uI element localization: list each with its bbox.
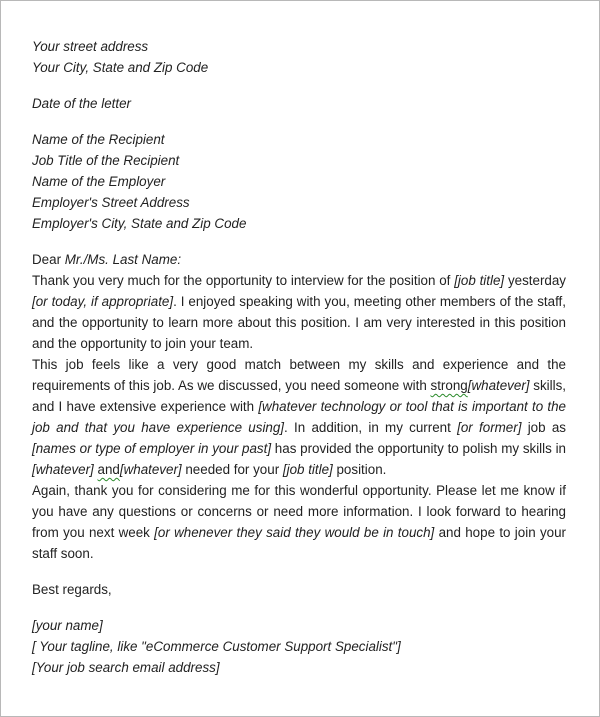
sender-address: [32, 36, 566, 78]
p1-when: [or today, if appropriate]: [32, 294, 174, 309]
recipient-street: Employer's Street Address: [32, 195, 190, 210]
letter-body: [32, 36, 566, 678]
p1-text-3: . I enjoyed speaking with you, meeting other members of the staff, and the opportunity to learn more about this position. I am very interested in this position and the opportunity to join your team.: [32, 294, 567, 351]
p1-text-1: Thank you very much for the opportunity to interview for the position of: [32, 273, 455, 288]
p3-when: [or whenever they said they would be in touch]: [154, 525, 435, 540]
p2-tech: [whatever technology or tool that is important to the job and that you have experience using]: [32, 399, 566, 435]
p1-text-2: yesterday: [504, 273, 567, 288]
signature-name: [your name]: [32, 618, 103, 633]
p2-text-4: job as: [521, 420, 566, 435]
paragraph-2: [32, 354, 566, 480]
recipient-job-title: Job Title of the Recipient: [32, 153, 180, 168]
recipient-name: Name of the Recipient: [32, 132, 165, 147]
date-text: Date of the letter: [32, 96, 131, 111]
signature-email: [Your job search email address]: [32, 660, 220, 675]
p3-text-2: and hope to join your staff soon.: [32, 525, 567, 561]
salutation: [32, 249, 566, 270]
salutation-name: Mr./Ms. Last Name:: [64, 252, 182, 267]
p3-text-1: Again, thank you for considering me for this wonderful opportunity. Please let me know if you have any questions or concerns or need more information. I look forward to hearing from you next week: [32, 483, 566, 540]
recipient-address: [32, 129, 566, 234]
signature-tagline: [ Your tagline, like "eCommerce Customer Support Specialist"]: [32, 639, 401, 654]
p2-text-8: position.: [332, 462, 387, 477]
p2-text-1: This job feels like a very good match between my skills and experience and the requirements of this job. As we discussed, you need someone with: [32, 357, 566, 393]
closing-text: Best regards,: [32, 582, 112, 597]
sender-street: Your street address: [32, 39, 149, 54]
p2-job-title: [job title]: [282, 462, 333, 477]
p2-text-5: has provided the opportunity to polish my skills in: [271, 441, 566, 456]
p2-whatever-3: [whatever]: [119, 462, 182, 477]
p1-job-title: [job title]: [454, 273, 505, 288]
p2-employer-type: [names or type of employer in your past]: [32, 441, 272, 456]
p2-strong: strong: [430, 378, 468, 393]
p2-text-2: skills, and I have extensive experience with: [32, 378, 566, 414]
signature-block: [32, 615, 566, 678]
p2-and: and: [97, 462, 120, 477]
paragraph-3: [32, 480, 566, 564]
sender-city: Your City, State and Zip Code: [32, 60, 209, 75]
p2-current: [or former]: [457, 420, 522, 435]
recipient-employer: Name of the Employer: [32, 174, 166, 189]
p2-whatever-1: [whatever]: [467, 378, 530, 393]
p2-text-7: needed for your: [181, 462, 283, 477]
salutation-prefix: Dear: [32, 252, 65, 267]
recipient-city: Employer's City, State and Zip Code: [32, 216, 247, 231]
p2-text-3: . In addition, in my current: [284, 420, 458, 435]
p2-whatever-2: [whatever]: [32, 462, 94, 477]
closing: [32, 579, 566, 600]
letter-date: [32, 93, 566, 114]
paragraph-1: [32, 270, 566, 354]
